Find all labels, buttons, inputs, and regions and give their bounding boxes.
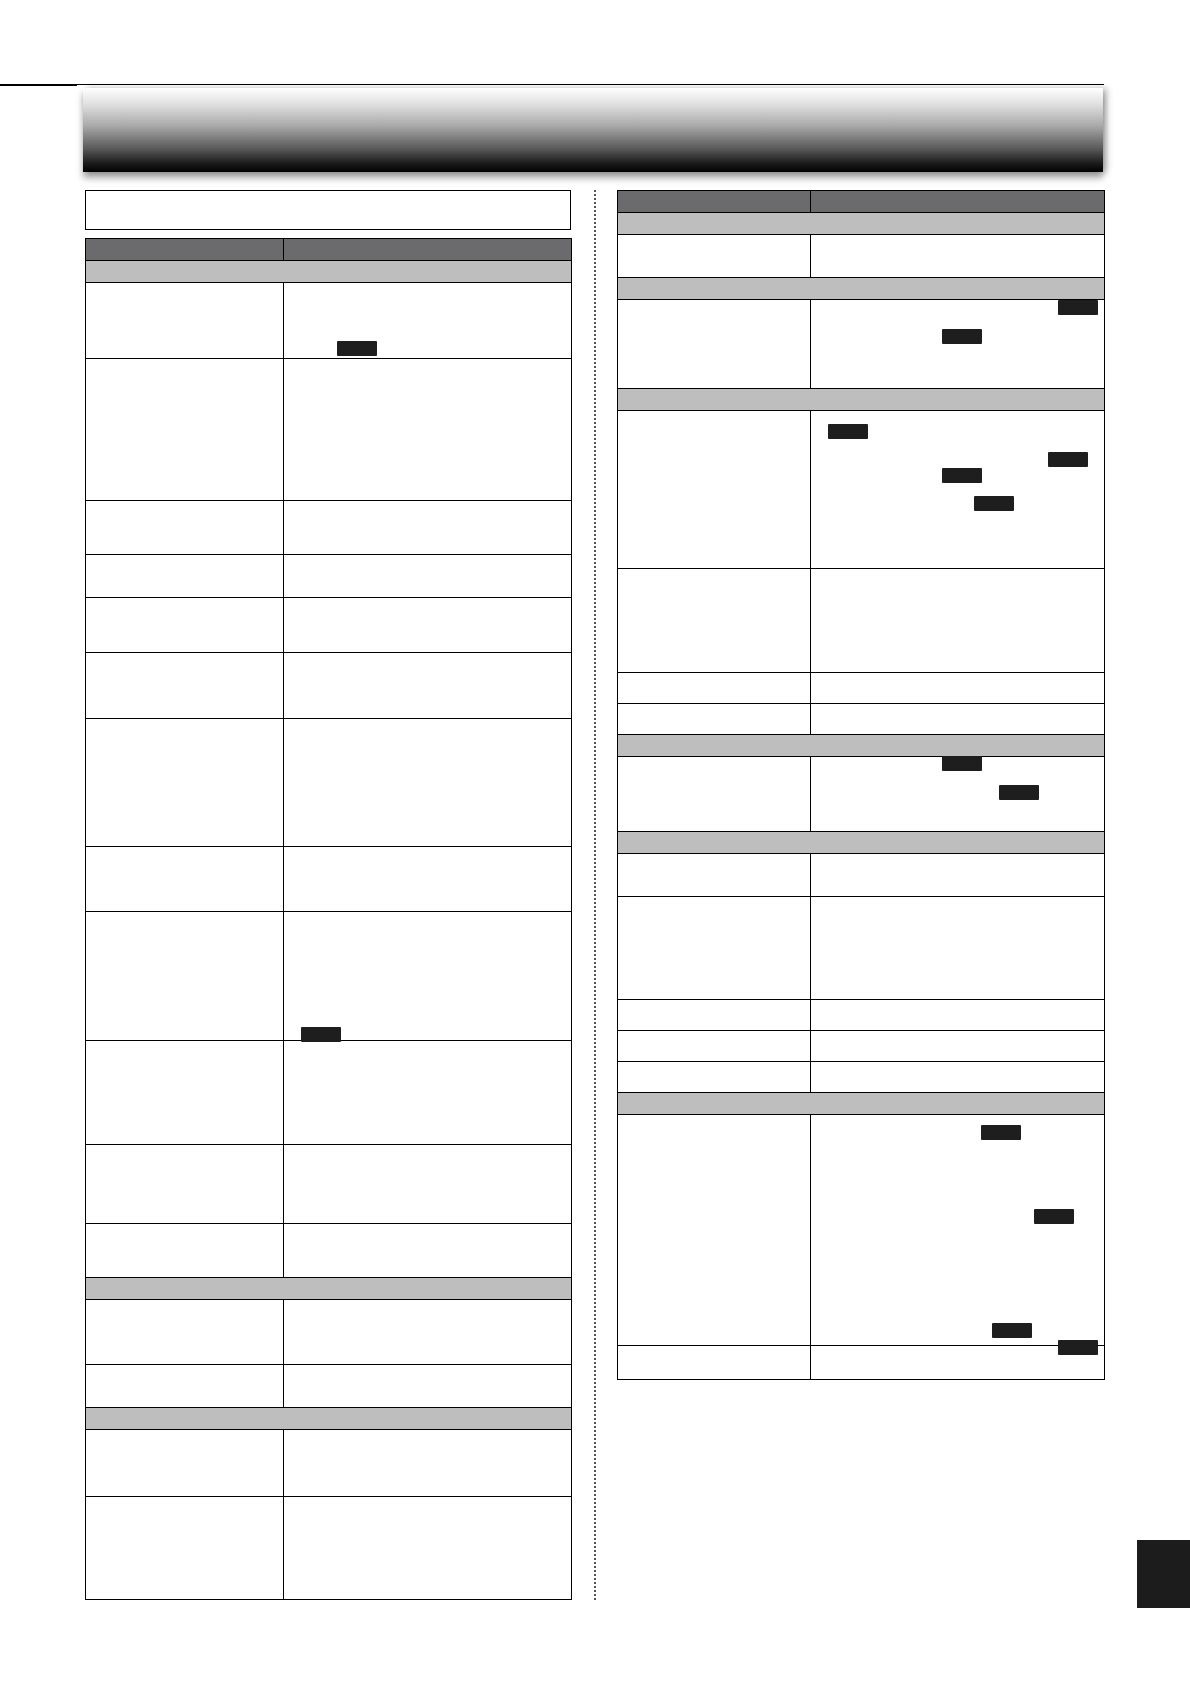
item-cell xyxy=(86,1300,284,1365)
table-row xyxy=(86,1145,572,1224)
table-row xyxy=(86,283,572,359)
table-row xyxy=(618,854,1105,897)
table-row xyxy=(86,1041,572,1145)
item-cell xyxy=(618,704,811,735)
page-tab xyxy=(1137,1540,1190,1608)
table-row xyxy=(618,569,1105,673)
description-cell xyxy=(811,1000,1105,1031)
reference-tag xyxy=(981,1125,1021,1140)
description-cell xyxy=(811,704,1105,735)
item-cell xyxy=(618,673,811,704)
item-cell xyxy=(618,1031,811,1062)
reference-tag xyxy=(942,468,982,483)
section-label xyxy=(618,735,1105,757)
item-cell xyxy=(86,1497,284,1600)
section-header-bar xyxy=(83,88,1103,172)
description-cell xyxy=(811,235,1105,278)
table-row xyxy=(618,1000,1105,1031)
description-cell xyxy=(811,1062,1105,1093)
section-label xyxy=(618,389,1105,411)
table-row xyxy=(618,704,1105,735)
reference-tag xyxy=(1034,1209,1074,1224)
reference-tag xyxy=(974,496,1014,511)
section-row xyxy=(86,261,572,283)
description-cell xyxy=(284,283,572,359)
table-row xyxy=(86,1430,572,1497)
table-row xyxy=(618,1115,1105,1346)
column-header-description xyxy=(811,191,1105,213)
item-cell xyxy=(618,1000,811,1031)
section-row xyxy=(618,832,1105,854)
table-row xyxy=(86,653,572,719)
column-header-item xyxy=(86,239,284,261)
section-row xyxy=(86,1278,572,1300)
description-cell xyxy=(284,1430,572,1497)
table-row xyxy=(86,598,572,653)
table-row xyxy=(86,359,572,501)
table-row xyxy=(618,235,1105,278)
item-cell xyxy=(86,847,284,912)
item-cell xyxy=(86,501,284,555)
item-cell xyxy=(86,598,284,653)
section-label xyxy=(618,1093,1105,1115)
note-box xyxy=(85,190,571,230)
item-cell xyxy=(86,912,284,1041)
section-row xyxy=(618,278,1105,300)
item-cell xyxy=(86,719,284,847)
item-cell xyxy=(86,359,284,501)
description-cell xyxy=(284,653,572,719)
table-row xyxy=(86,1365,572,1408)
reference-tag xyxy=(1058,1340,1098,1355)
description-cell xyxy=(284,1145,572,1224)
section-label xyxy=(618,832,1105,854)
section-row xyxy=(618,389,1105,411)
table-row xyxy=(618,673,1105,704)
description-cell xyxy=(284,1497,572,1600)
reference-tag xyxy=(992,1323,1032,1338)
item-cell xyxy=(86,1224,284,1278)
description-cell xyxy=(811,569,1105,673)
table-row xyxy=(86,719,572,847)
description-cell xyxy=(811,854,1105,897)
reference-tag xyxy=(337,341,377,356)
description-cell xyxy=(284,1224,572,1278)
column-header-description xyxy=(284,239,572,261)
description-cell xyxy=(284,598,572,653)
item-cell xyxy=(618,757,811,832)
table-row xyxy=(618,1346,1105,1380)
table-row xyxy=(86,912,572,1041)
reference-tag xyxy=(1058,300,1098,315)
item-cell xyxy=(86,1145,284,1224)
reference-tag xyxy=(999,785,1039,800)
table-row xyxy=(618,897,1105,1000)
section-row xyxy=(618,1093,1105,1115)
table-row xyxy=(86,1224,572,1278)
left-spec-table xyxy=(85,238,572,1600)
item-cell xyxy=(618,1115,811,1346)
table-row xyxy=(86,1300,572,1365)
section-label xyxy=(86,1408,572,1430)
description-cell xyxy=(284,912,572,1041)
description-cell xyxy=(811,1115,1105,1346)
description-cell xyxy=(284,1365,572,1408)
description-cell xyxy=(284,501,572,555)
description-cell xyxy=(811,897,1105,1000)
description-cell xyxy=(284,1300,572,1365)
reference-tag xyxy=(942,329,982,344)
item-cell xyxy=(86,1041,284,1145)
table-row xyxy=(618,1031,1105,1062)
table-row xyxy=(86,847,572,912)
reference-tag xyxy=(301,1027,341,1042)
table-row xyxy=(86,555,572,598)
section-label xyxy=(618,278,1105,300)
column-divider xyxy=(594,190,596,1600)
item-cell xyxy=(86,1430,284,1497)
description-cell xyxy=(284,359,572,501)
item-cell xyxy=(86,653,284,719)
item-cell xyxy=(618,569,811,673)
column-header-item xyxy=(618,191,811,213)
section-label xyxy=(86,261,572,283)
table-row xyxy=(86,501,572,555)
description-cell xyxy=(811,1031,1105,1062)
description-cell xyxy=(284,847,572,912)
description-cell xyxy=(284,1041,572,1145)
table-header-row xyxy=(618,191,1105,213)
reference-tag xyxy=(942,756,982,771)
description-cell xyxy=(284,719,572,847)
item-cell xyxy=(618,411,811,569)
reference-tag xyxy=(828,424,868,439)
item-cell xyxy=(86,1365,284,1408)
item-cell xyxy=(86,555,284,598)
item-cell xyxy=(86,283,284,359)
section-row xyxy=(618,735,1105,757)
section-label xyxy=(618,213,1105,235)
section-row xyxy=(618,213,1105,235)
description-cell xyxy=(811,673,1105,704)
item-cell xyxy=(618,1062,811,1093)
section-label xyxy=(86,1278,572,1300)
table-row xyxy=(618,300,1105,389)
reference-tag xyxy=(1048,452,1088,467)
table-header-row xyxy=(86,239,572,261)
item-cell xyxy=(618,854,811,897)
item-cell xyxy=(618,235,811,278)
table-row xyxy=(86,1497,572,1600)
item-cell xyxy=(618,1346,811,1380)
top-rule xyxy=(0,84,1104,85)
item-cell xyxy=(618,300,811,389)
section-row xyxy=(86,1408,572,1430)
table-row xyxy=(618,1062,1105,1093)
item-cell xyxy=(618,897,811,1000)
description-cell xyxy=(284,555,572,598)
